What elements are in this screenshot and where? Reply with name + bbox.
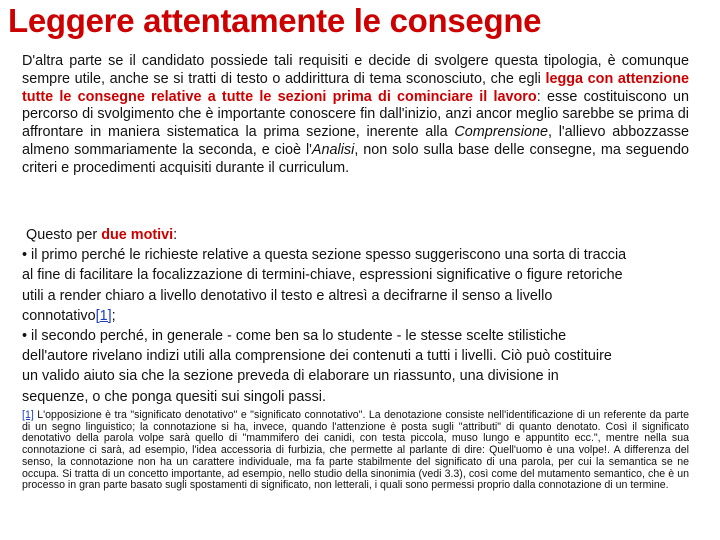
reason-1-line-4-text: connotativo [22,307,96,324]
para1-text-4: , non solo sulla base delle consegne, ma seguendo criteri e procedimenti acquisiti durante il curriculum. [22,141,689,176]
reasons-intro-post: : [173,227,178,243]
reason-2-line-3: un valido aiuto sia che la sezione preveda di elaborare un riassunto, una divisione in [22,368,559,385]
instructions-paragraph [22,53,689,178]
reason-1-line-4 [22,306,694,326]
reasons-intro-pre: Questo per [26,227,102,243]
para1-text-1: D'altra parte se il candidato possiede tali requisiti e decide di svolgere questa tipologia, è comunque sempre utile, anche se si tratti di testo o addirittura di tema sconosciuto, che egli [22,53,689,87]
footnote [22,410,689,492]
reason-1-line-4-end: ; [111,307,116,324]
reason-2-line-4: sequenze, o che ponga quesiti sui singoli passi. [22,388,327,405]
reasons-intro [22,225,694,245]
para1-text-2: : esse costituiscono un percorso di svolgimento che è importante conoscere fin dall'inizio, anzi ancor meglio sarebbe se prima di affrontare in maniera sistematica la prima sezione, inerente alla [22,88,690,141]
reasons-intro-bold: due motivi [101,227,174,243]
para1-comprensione: Comprensione [454,124,548,141]
reason-1-line-2: al fine di facilitare la focalizzazione di termini-chiave, espressioni significative o figure retoriche [22,267,623,284]
reasons-paragraph [22,225,694,407]
reason-1-line-3: utili a render chiaro a livello denotativo il testo e altresì a decifrarne il senso a livello [22,287,553,304]
reason-1-line-1: • il primo perché le richieste relative a questa sezione spesso suggeriscono una sorta di traccia [22,247,627,264]
reason-2-line-1: • il secondo perché, in generale - come ben sa lo studente - le stesse scelte stilistiche [22,328,567,345]
footnote-ref[interactable]: [1] [22,409,34,421]
para1-text-3: , l'allievo abbozzasse almeno sommariamente la seconda, e cioè l' [22,124,689,158]
para1-highlight: legga con attenzione tutte le consegne relative a tutte le sezioni prima di cominciare il lavoro [22,70,689,105]
para1-analisi: Analisi [311,141,355,158]
footnote-text: L'opposizione è tra "significato denotativo" e "significato connotativo". La denotazione consiste nell'identificazione di un referente da parte di un segno linguistico; la connotazione si ha, invece, quando l'attenzione è posta sugli "attributi" di quanto denotato. Così il significato denotativo della parola volpe sarà quello di "mammifero dei canidi, con testa piccola, muso lungo e appuntito ecc.", mentre nella sua connotazione ci sarà, ad esempio, l'idea accessoria di furbizia, che permette al parlante di dire: Quell'uomo è una volpe!. A differenza del senso, la connotazione non ha un carattere individuale, ma fa parte stabilmente del significato di una parola, per cui la semantica se ne occupa. Si tratta di un concetto importante, ad esempio, nello studio della sinonimia (vedi 3.3), così come del mutamento semantico, che è un processo in gran parte basato sugli spostamenti di significato, non letterali, i quali sono permessi proprio dalla connotazione di un termine. [22,409,689,492]
footnote-link[interactable]: [1] [95,307,112,324]
reason-2-line-2: dell'autore rivelano indizi utili alla comprensione dei contenuti a tutti i livelli. Ciò può costituire [22,348,612,365]
slide-title: Leggere attentamente le consegne [8,2,542,39]
